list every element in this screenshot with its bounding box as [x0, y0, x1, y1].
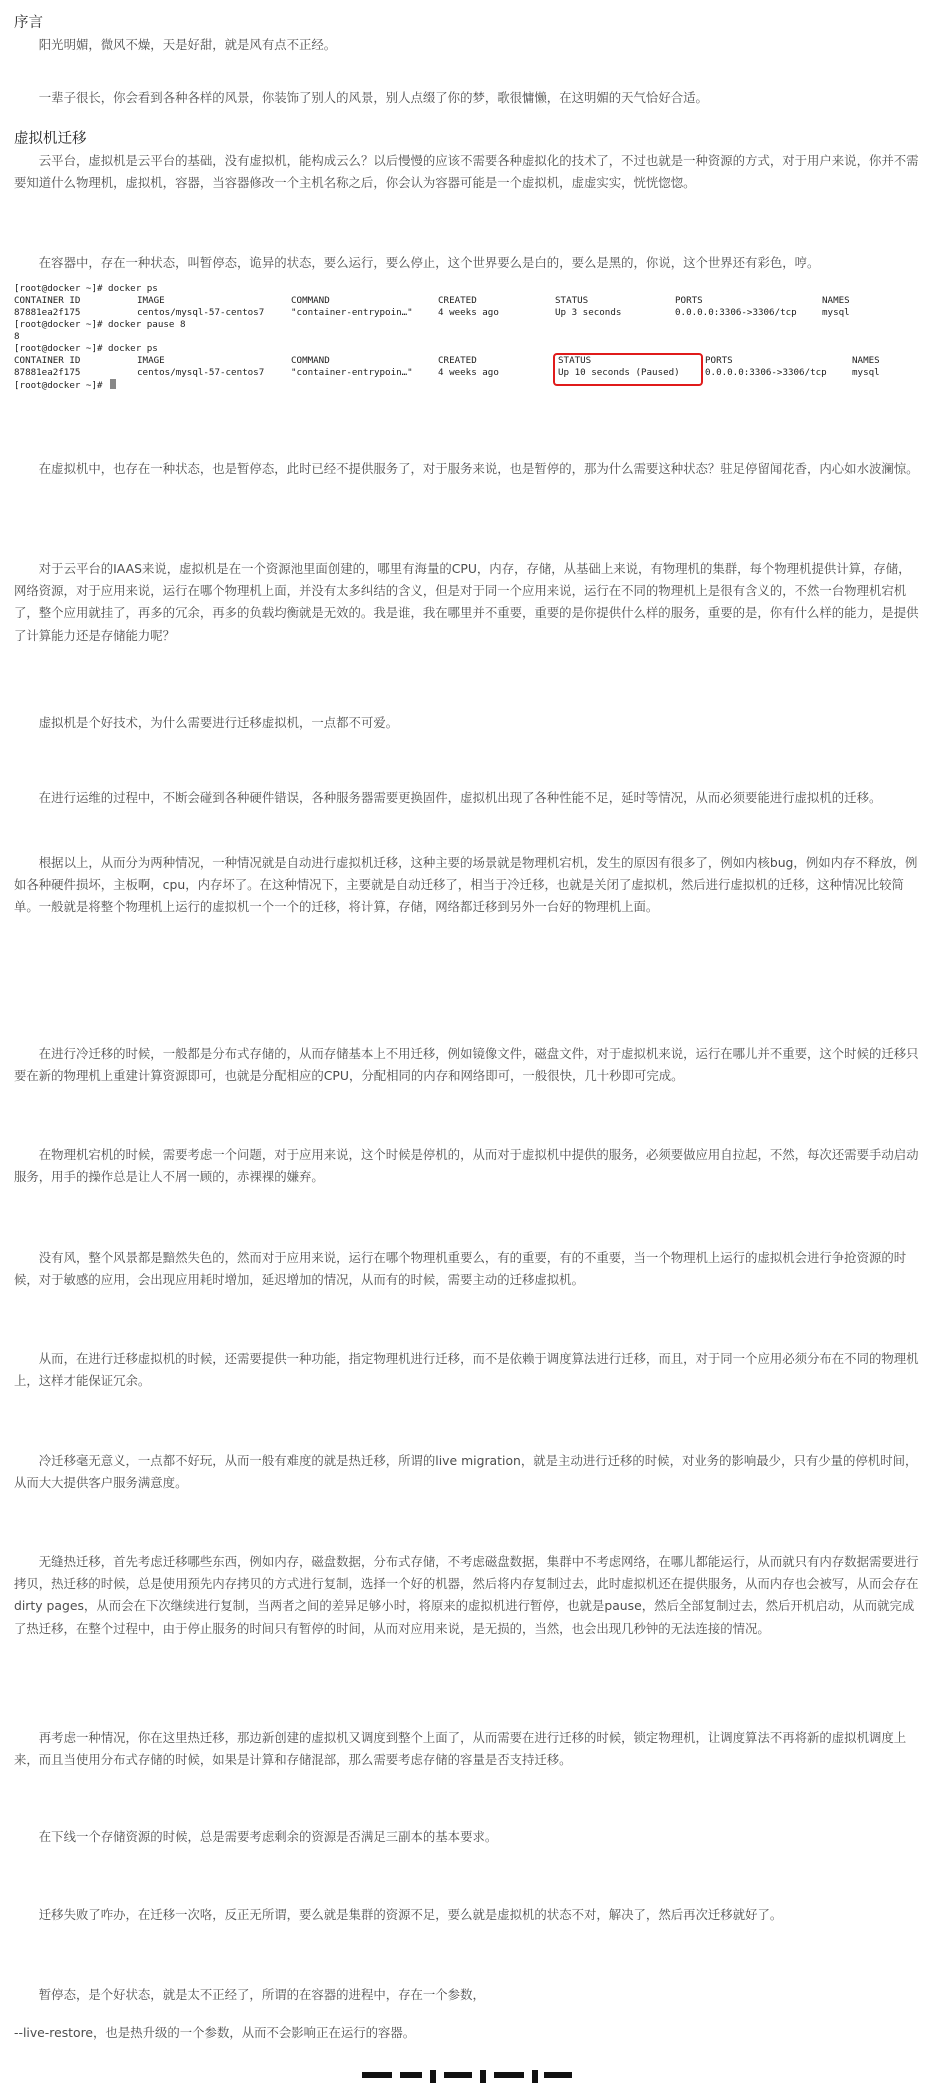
body-paragraph: 虚拟机是个好技术，为什么需要进行迁移虚拟机，一点都不可爱。 — [38, 715, 399, 730]
header-names: NAMES — [852, 355, 880, 366]
header-created: CREATED — [438, 295, 477, 306]
body-paragraph: 在进行运维的过程中，不断会碰到各种硬件错误，各种服务器需要更换固件，虚拟机出现了各种性能不足，延时等情况，从而必须要能进行虚拟机的迁移。 — [38, 790, 882, 805]
terminal-row — [14, 307, 914, 319]
header-container-id: CONTAINER ID — [14, 295, 81, 306]
row-container-id: 87881ea2f175 — [14, 367, 81, 378]
terminal-prompt-line — [14, 379, 116, 391]
row-status-paused: Up 10 seconds (Paused) — [558, 367, 680, 378]
body-paragraph: 对于云平台的IAAS来说，虚拟机是在一个资源池里面创建的，哪里有海量的CPU，内存，存储，从基础上来说，有物理机的集群，每个物理机提供计算，存储，网络资源，对于应用来说，运行在哪个物理机上面，并没有太多纠结的含义，但是对于同一个应用来说，运行在不同的物理机上是很有含义的，不然一台物理机宕机了，整个应用就挂了，再多的冗余，再多的负载均衡就是无效的。我是谁，我在哪里并不重要，重要的是你提供什么样的服务，重要的是，你有什么样的能力，是提供了计算能力还是存储能力呢？ — [14, 561, 919, 643]
header-names: NAMES — [822, 295, 850, 306]
row-image: centos/mysql-57-centos7 — [137, 367, 265, 378]
body-paragraph: 从而，在进行迁移虚拟机的时候，还需要提供一种功能，指定物理机进行迁移，而不是依赖于调度算法进行迁移，而且，对于同一个应用必须分布在不同的物理机上，这样才能保证冗余。 — [14, 1351, 919, 1389]
status-highlight-box — [553, 353, 703, 386]
body-paragraph: 再考虑一种情况，你在这里热迁移，那边新创建的虚拟机又调度到整个上面了，从而需要在进行迁移的时候，锁定物理机，让调度算法不再将新的虚拟机调度上来，而且当使用分布式存储的时候，如果是计算和存储混部，那么需要考虑存储的容量是否支持迁移。 — [14, 1730, 907, 1768]
row-names: mysql — [852, 367, 880, 378]
cropped-image-graphic — [360, 2068, 575, 2083]
preface-paragraph-2: 一辈子很长，你会看到各种各样的风景，你装饰了别人的风景，别人点缀了你的梦，歌很慵懒，在这明媚的天气恰好合适。 — [38, 90, 708, 105]
body-paragraph: 根据以上，从而分为两种情况，一种情况就是自动进行虚拟机迁移，这种主要的场景就是物理机宕机，发生的原因有很多了，例如内核bug，例如内存不释放，例如各种硬件损坏，主板啊，cpu，内存坏了。在这种情况下，主要就是自动迁移了，相当于冷迁移，也就是关闭了虚拟机，然后进行虚拟机的迁移，这种情况比较简单。一般就是将整个物理机上运行的虚拟机一个一个的迁移，将计算，存储，网络都迁移到另外一台好的物理机上面。 — [14, 855, 918, 915]
row-image: centos/mysql-57-centos7 — [137, 307, 265, 318]
body-paragraph: 冷迁移毫无意义，一点都不好玩，从而一般有难度的就是热迁移，所谓的live migration，就是主动进行迁移的时候，对业务的影响最少，只有少量的停机时间，从而大大提供客户服务满意度。 — [14, 1453, 918, 1491]
header-status: STATUS — [555, 295, 589, 306]
row-ports: 0.0.0.0:3306->3306/tcp — [675, 307, 797, 318]
terminal-prompt: [root@docker ~]# docker ps — [14, 343, 158, 354]
header-command: COMMAND — [291, 295, 330, 306]
row-ports: 0.0.0.0:3306->3306/tcp — [705, 367, 827, 378]
body-paragraph: 迁移失败了咋办，在迁移一次咯，反正无所谓，要么就是集群的资源不足，要么就是虚拟机的状态不对，解决了，然后再次迁移就好了。 — [38, 1907, 783, 1922]
preface-heading: 序言 — [14, 15, 43, 31]
terminal-prompt: [root@docker ~]# — [14, 380, 109, 391]
row-command: "container-entrypoin…" — [291, 307, 413, 318]
terminal-prompt: [root@docker ~]# docker pause 8 — [14, 319, 186, 330]
cropped-image — [360, 2068, 575, 2083]
terminal-screenshot — [14, 283, 914, 401]
row-command: "container-entrypoin…" — [291, 367, 413, 378]
header-created: CREATED — [438, 355, 477, 366]
migration-paragraph-2: 在容器中，存在一种状态，叫暂停态，诡异的状态，要么运行，要么停止，这个世界要么是白的，要么是黑的，你说，这个世界还有彩色，哼。 — [38, 255, 820, 270]
body-paragraph: 无缝热迁移，首先考虑迁移哪些东西，例如内存，磁盘数据，分布式存储，不考虑磁盘数据，集群中不考虑网络，在哪儿都能运行，从而就只有内存数据需要进行拷贝，热迁移的时候，总是使用预先内存拷贝的方式进行复制，选择一个好的机器，然后将内存复制过去，此时虚拟机还在提供服务，从而内存也会被写，从而会存在dirty pages，从而会在下次继续进行复制，当两者之间的差异足够小时，将原来的虚拟机进行暂停，也就是pause，然后全部复制过去，然后开机启动，从而就完成了热迁移，在整个过程中，由于停止服务的时间只有暂停的时间，从而对应用来说，是无损的，当然，也会出现几秒钟的无法连接的情况。 — [14, 1554, 919, 1636]
header-image: IMAGE — [137, 355, 165, 366]
body-paragraph: 在下线一个存储资源的时候，总是需要考虑剩余的资源是否满足三副本的基本要求。 — [38, 1829, 498, 1844]
migration-paragraph-1: 云平台，虚拟机是云平台的基础，没有虚拟机，能构成云么？以后慢慢的应该不需要各种虚拟化的技术了，不过也就是一种资源的方式，对于用户来说，你并不需要知道什么物理机，虚拟机，容器，当容器修改一个主机名称之后，你会认为容器可能是一个虚拟机，虚虚实实，恍恍惚惚。 — [14, 153, 919, 191]
preface-paragraph-1: 阳光明媚，微风不燥，天是好甜，就是风有点不正经。 — [38, 37, 337, 52]
header-status: STATUS — [558, 355, 592, 366]
row-status: Up 3 seconds — [555, 307, 622, 318]
body-paragraph: 暂停态，是个好状态，就是太不正经了，所谓的在容器的进程中，存在一个参数， — [38, 1987, 485, 2002]
row-names: mysql — [822, 307, 850, 318]
header-command: COMMAND — [291, 355, 330, 366]
terminal-cursor — [110, 379, 116, 389]
body-paragraph: 在物理机宕机的时候，需要考虑一个问题，对于应用来说，这个时候是停机的，从而对于虚拟机中提供的服务，必须要做应用自拉起，不然，每次还需要手动启动服务，用手的操作总是让人不屑一顾的，赤裸裸的嫌弃。 — [14, 1147, 919, 1185]
body-paragraph: 在进行冷迁移的时候，一般都是分布式存储的，从而存储基本上不用迁移，例如镜像文件，磁盘文件，对于虚拟机来说，运行在哪儿并不重要，这个时候的迁移只要在新的物理机上重建计算资源即可，也就是分配相应的CPU，分配相同的内存和网络即可，一般很快，几十秒即可完成。 — [14, 1046, 919, 1084]
terminal-output: 8 — [14, 331, 20, 342]
header-container-id: CONTAINER ID — [14, 355, 81, 366]
row-container-id: 87881ea2f175 — [14, 307, 81, 318]
terminal-header-row — [14, 355, 914, 367]
migration-heading: 虚拟机迁移 — [14, 131, 87, 147]
header-ports: PORTS — [705, 355, 733, 366]
header-ports: PORTS — [675, 295, 703, 306]
row-created: 4 weeks ago — [438, 307, 499, 318]
terminal-header-row — [14, 295, 914, 307]
header-image: IMAGE — [137, 295, 165, 306]
terminal-row — [14, 367, 914, 379]
body-paragraph: 没有风，整个风景都是黯然失色的，然而对于应用来说，运行在哪个物理机重要么，有的重要，有的不重要，当一个物理机上运行的虚拟机会进行争抢资源的时候，对于敏感的应用，会出现应用耗时增加，延迟增加的情况，从而有的时候，需要主动的迁移虚拟机。 — [14, 1250, 907, 1288]
row-created: 4 weeks ago — [438, 367, 499, 378]
body-paragraph: --live-restore，也是热升级的一个参数，从而不会影响正在运行的容器。 — [14, 2025, 416, 2040]
terminal-prompt: [root@docker ~]# docker ps — [14, 283, 158, 294]
body-paragraph: 在虚拟机中，也存在一种状态，也是暂停态，此时已经不提供服务了，对于服务来说，也是暂停的，那为什么需要这种状态？驻足停留闻花香，内心如水波澜惊。 — [38, 461, 919, 476]
